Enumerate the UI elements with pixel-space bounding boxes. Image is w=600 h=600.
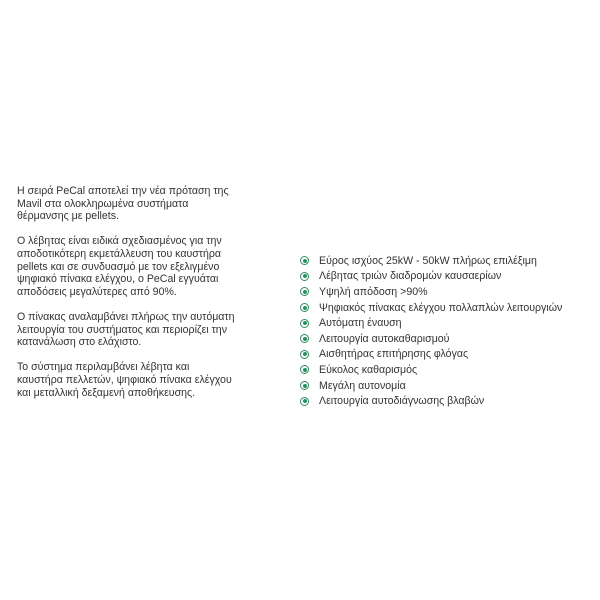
feature-item	[300, 253, 595, 269]
feature-label: Λέβητας τριών διαδρομών καυσαερίων	[319, 270, 502, 283]
target-bullet-icon	[300, 319, 309, 328]
target-bullet-icon	[300, 350, 309, 359]
feature-label: Λειτουργία αυτοκαθαρισμού	[319, 332, 450, 345]
description-paragraph-intro: Η σειρά PeCal αποτελεί την νέα πρόταση της Mavil στα ολοκληρωμένα συστήματα θέρμανσης με pellets.	[17, 185, 229, 223]
description-text	[17, 185, 289, 412]
feature-item	[300, 284, 595, 300]
feature-label: Εύκολος καθαρισμός	[319, 363, 418, 376]
feature-label: Λειτουργία αυτοδιάγνωσης βλαβών	[319, 395, 485, 408]
description-paragraph-system: Το σύστημα περιλαμβάνει λέβητα και καυστήρα πελλετών, ψηφιακό πίνακα ελέγχου και μεταλλική δεξαμενή αποθήκευσης.	[17, 361, 232, 399]
target-bullet-icon	[300, 256, 309, 265]
feature-list	[300, 253, 595, 409]
feature-label: Εύρος ισχύος 25kW - 50kW πλήρως επιλέξιμη	[319, 254, 537, 267]
feature-label: Αισθητήρας επιτήρησης φλόγας	[319, 348, 469, 361]
feature-item	[300, 315, 595, 331]
feature-label: Ψηφιακός πίνακας ελέγχου πολλαπλών λειτουργιών	[319, 301, 563, 314]
feature-item	[300, 362, 595, 378]
feature-item	[300, 347, 595, 363]
feature-label: Αυτόματη έναυση	[319, 317, 402, 330]
target-bullet-icon	[300, 397, 309, 406]
feature-item	[300, 269, 595, 285]
target-bullet-icon	[300, 334, 309, 343]
feature-label: Μεγάλη αυτονομία	[319, 379, 406, 392]
feature-item	[300, 378, 595, 394]
description-paragraph-control-panel: Ο πίνακας αναλαμβάνει πλήρως την αυτόματη λειτουργία του συστήματος και περιορίζει την κατανάλωση στο ελάχιστο.	[17, 310, 235, 349]
description-paragraph-boiler: Ο λέβητας είναι ειδικά σχεδιασμένος για την αποδοτικότερη εκμετάλλευση του καυστήρα pellets και σε συνδυασμό με τον εξελιγμένο ψηφιακό πίνακα ελέγχου, ο PeCal εγγυάται αποδόσεις μεγαλύτερες από 90%.	[17, 235, 222, 298]
feature-label: Υψηλή απόδοση >90%	[319, 285, 428, 298]
target-bullet-icon	[300, 272, 309, 281]
feature-item	[300, 300, 595, 316]
target-bullet-icon	[300, 303, 309, 312]
feature-item	[300, 331, 595, 347]
target-bullet-icon	[300, 365, 309, 374]
target-bullet-icon	[300, 287, 309, 296]
feature-item	[300, 393, 595, 409]
target-bullet-icon	[300, 381, 309, 390]
